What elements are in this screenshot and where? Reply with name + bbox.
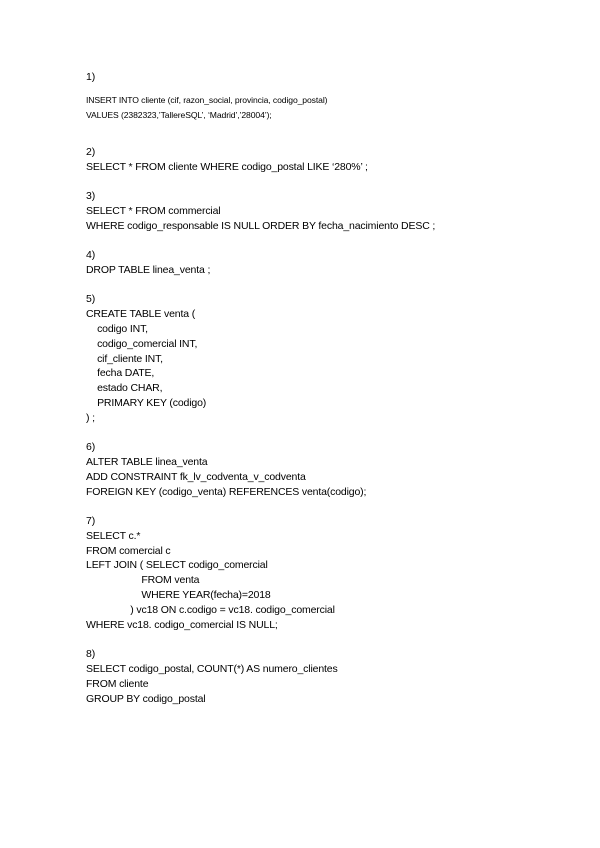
code-line: SELECT * FROM commercial xyxy=(86,205,221,217)
code-line: ADD CONSTRAINT fk_lv_codventa_v_codventa xyxy=(86,471,306,483)
code-line: FOREIGN KEY (codigo_venta) REFERENCES venta(codigo); xyxy=(86,486,367,498)
code-line: GROUP BY codigo_postal xyxy=(86,693,206,705)
code-line: FROM comercial c xyxy=(86,545,171,557)
section-number-3: 3) xyxy=(86,190,96,202)
section-number-4: 4) xyxy=(86,249,96,261)
code-line: PRIMARY KEY (codigo) xyxy=(86,397,207,409)
code-line: FROM cliente xyxy=(86,678,149,690)
code-line: INSERT INTO cliente (cif, razon_social, provincia, codigo_postal) xyxy=(86,95,328,105)
code-line: cif_cliente INT, xyxy=(86,353,163,365)
code-line: estado CHAR, xyxy=(86,382,163,394)
code-line: FROM venta xyxy=(86,574,200,586)
code-line: LEFT JOIN ( SELECT codigo_comercial xyxy=(86,559,268,571)
section-number-7: 7) xyxy=(86,515,96,527)
code-line: WHERE YEAR(fecha)=2018 xyxy=(86,589,271,601)
code-line: fecha DATE, xyxy=(86,367,155,379)
section-number-5: 5) xyxy=(86,293,96,305)
document-page xyxy=(86,0,586,848)
code-line: CREATE TABLE venta ( xyxy=(86,308,196,320)
code-line: VALUES (2382323,’TallereSQL’, ‘Madrid’,’28004’); xyxy=(86,110,272,120)
section-number-2: 2) xyxy=(86,146,96,158)
section-number-1: 1) xyxy=(86,71,96,83)
code-line: DROP TABLE linea_venta ; xyxy=(86,264,211,276)
code-line: ) vc18 ON c.codigo = vc18. codigo_comercial xyxy=(86,604,335,616)
code-line: WHERE codigo_responsable IS NULL ORDER BY fecha_nacimiento DESC ; xyxy=(86,220,436,232)
code-line: SELECT c.* xyxy=(86,530,141,542)
section-number-6: 6) xyxy=(86,441,96,453)
code-line: SELECT * FROM cliente WHERE codigo_postal LIKE ‘280%’ ; xyxy=(86,161,368,173)
code-line: codigo_comercial INT, xyxy=(86,338,198,350)
code-line: ) ; xyxy=(86,412,95,424)
code-line: WHERE vc18. codigo_comercial IS NULL; xyxy=(86,619,278,631)
code-line: SELECT codigo_postal, COUNT(*) AS numero_clientes xyxy=(86,663,338,675)
code-line: codigo INT, xyxy=(86,323,148,335)
code-line: ALTER TABLE linea_venta xyxy=(86,456,208,468)
section-number-8: 8) xyxy=(86,648,96,660)
